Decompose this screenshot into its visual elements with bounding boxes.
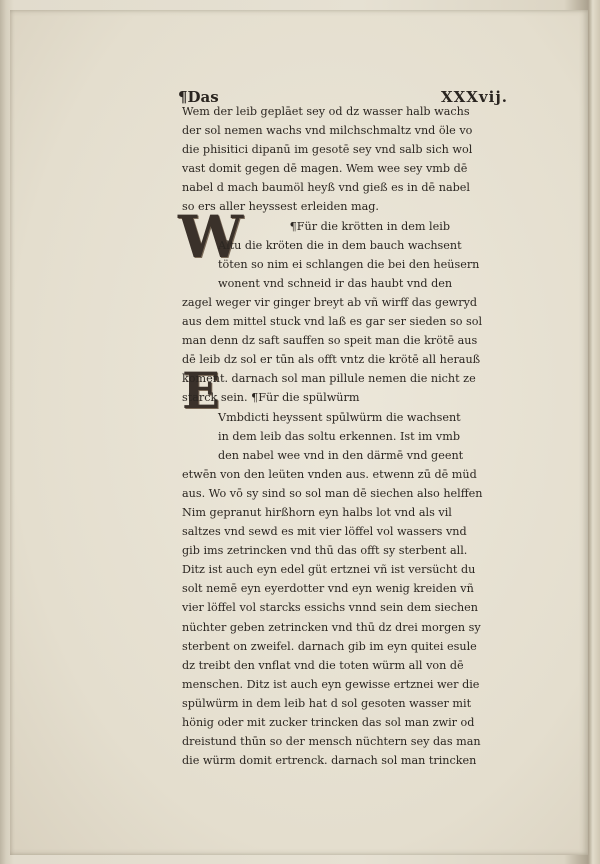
text-line: vier löffel vol starcks essichs vnnd sein dem siechen <box>182 601 479 615</box>
text-line: nüchter geben zetrincken vnd thū dz drei morgen sy <box>182 620 481 634</box>
text-line: nabel d mach baumöl heyß vnd gieß es in dē nabel <box>182 181 470 195</box>
text-line: spülwürm in dem leib hat d sol gesoten wasser mit <box>182 696 472 710</box>
text-line: die phisitici dipanū im gesotē sey vnd salb sich wol <box>182 143 473 157</box>
text-line: in dem leib das soltu erkennen. Ist im vmb <box>218 429 460 443</box>
text-line: sterbent on zweifel. darnach gib im eyn quitei esule <box>182 639 477 653</box>
body-text <box>182 102 514 770</box>
text-line: der sol nemen wachs vnd milchschmaltz vnd öle vo <box>182 124 473 138</box>
text-line: koment. darnach sol man pillule nemen die nicht ze <box>182 372 476 386</box>
text-line: man denn dz saft sauffen so speit man die krötē aus <box>182 334 478 348</box>
text-line: vast domit gegen dē magen. Wem wee sey vmb dē <box>182 162 468 176</box>
folio-number: XXXvij. <box>441 88 508 106</box>
section-heading: ¶Für die krötten in dem leib <box>289 219 450 233</box>
text-line: Ditz ist auch eyn edel güt ertznei vñ ist versücht du <box>182 563 476 577</box>
text-line: saltzes vnd sewd es mit vier löffel vol wassers vnd <box>182 525 467 539</box>
text-line: solt nemē eyn eyerdotter vnd eyn wenig kreiden vñ <box>182 582 474 596</box>
text-line: menschen. Ditz ist auch eyn gewisse ertznei wer die <box>182 677 480 691</box>
text-line: dreistund thūn so der mensch nüchtern sey das man <box>182 735 481 749</box>
text-line: töten so nim ei schlangen die bei den heüsern <box>218 257 480 271</box>
text-line-with-heading: starck sein. ¶Für die spülwürm <box>182 391 360 405</box>
text-line: Wem der leib geplāet sey od dz wasser halb wachs <box>182 105 470 118</box>
text-line: den nabel wee vnd in den därmē vnd geent <box>218 448 464 462</box>
decorated-initial-w: W <box>178 203 244 271</box>
decorated-initial-e: E <box>182 361 221 420</box>
text-line: aus dem mittel stuck vnd laß es gar ser sieden so sol <box>182 315 483 329</box>
header-left: ¶Das <box>178 88 219 106</box>
text-line: wonent vnd schneid ir das haubt vnd den <box>218 276 453 290</box>
text-line: etwēn von den leüten vnden aus. etwenn zū dē müd <box>182 467 477 481</box>
text-line: dz treibt den vnflat vnd die toten würm all von dē <box>182 658 464 672</box>
text-line: so ers aller heyssest erleiden mag. <box>182 200 379 214</box>
text-line: zagel weger vir ginger breyt ab vñ wirff das gewryd <box>182 295 478 309</box>
text-line: gib ims zetrincken vnd thū das offt sy sterbent all. <box>182 544 468 558</box>
page-edge <box>588 0 600 864</box>
text-line: Vmbdicti heyssent spūlwürm die wachsent <box>218 410 461 424</box>
text-line: Nim gepranut hirßhorn eyn halbs lot vnd als vil <box>182 505 452 519</box>
text-line: die würm domit ertrenck. darnach sol man trincken <box>182 754 477 768</box>
text-line: dē leib dz sol er tūn als offt vntz die krötē all herauß <box>182 353 481 367</box>
text-line: aus. Wo vō sy sind so sol man dē siechen also helffen <box>182 486 483 500</box>
text-line: hönig oder mit zucker trincken das sol man zwir od <box>182 716 475 729</box>
text-line: Altu die kröten die in dem bauch wachsent <box>218 238 462 252</box>
